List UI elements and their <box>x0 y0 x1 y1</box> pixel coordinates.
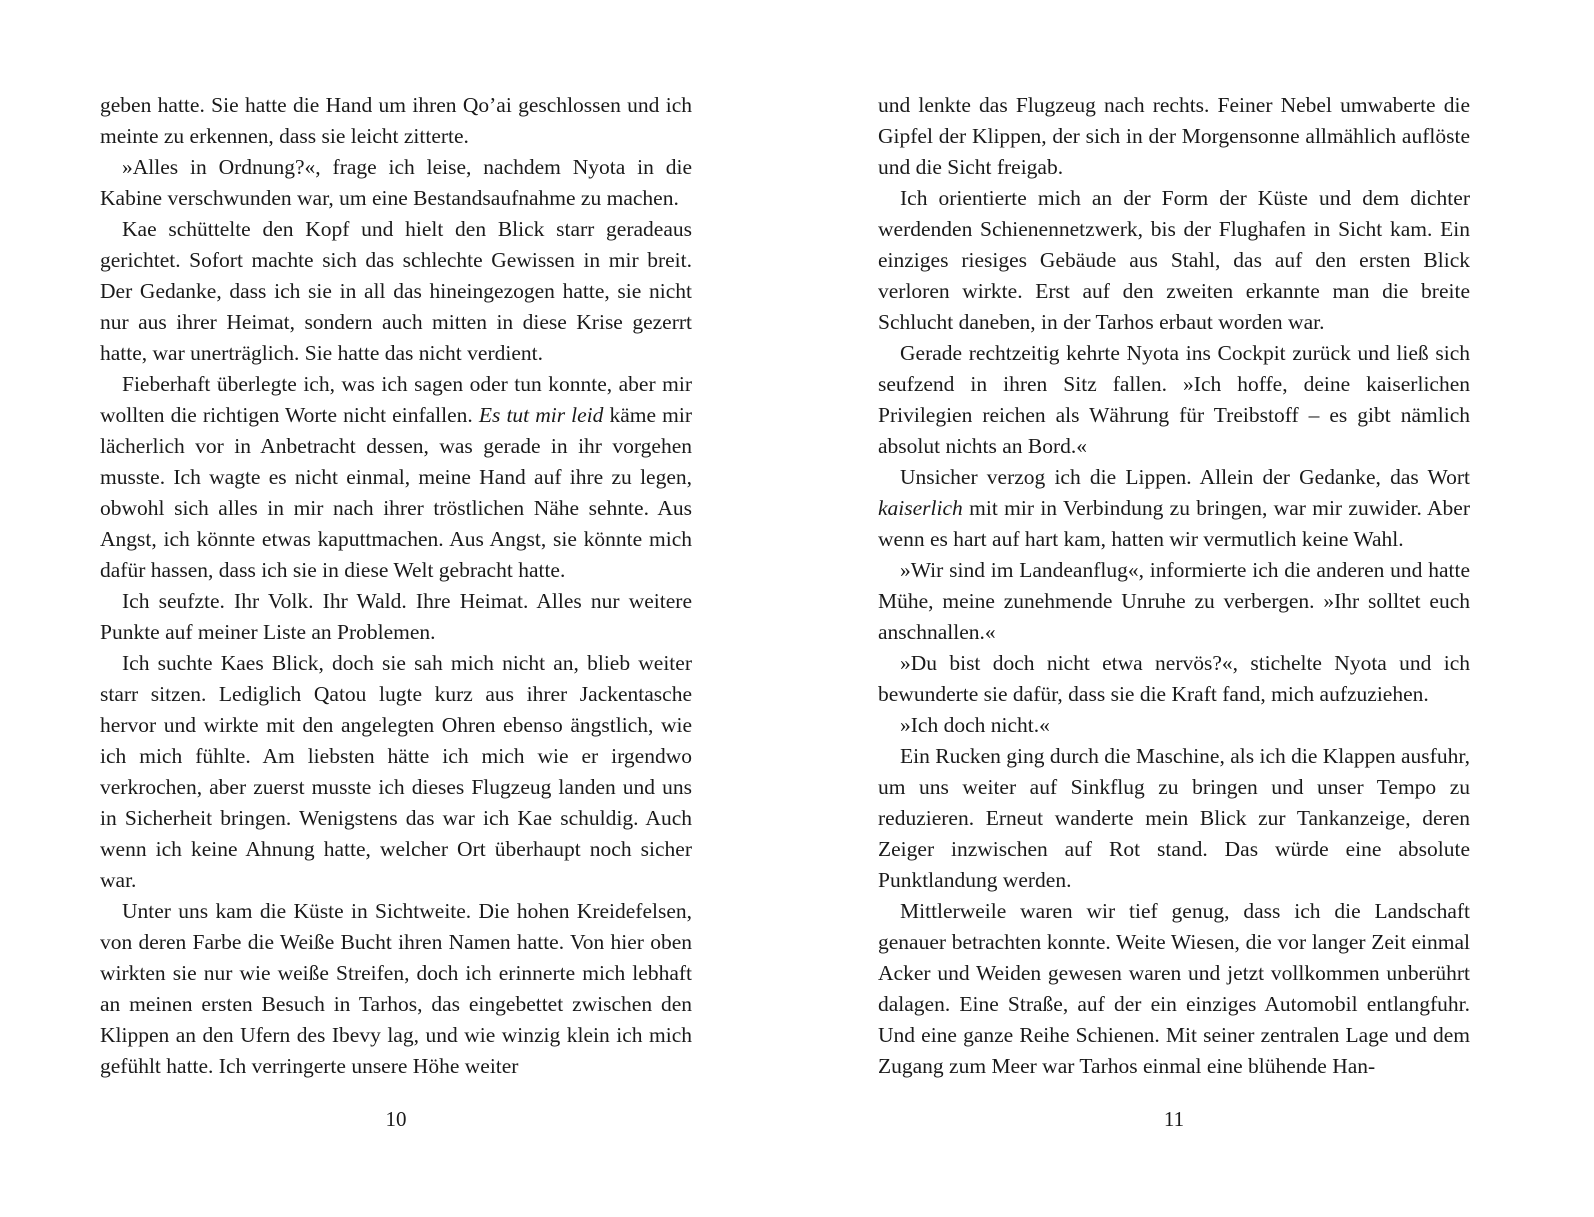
paragraph: »Du bist doch nicht etwa nervös?«, stichelte Nyota und ich bewunderte sie dafür, dass sie die Kraft fand, mich aufzuziehen. <box>878 651 1470 706</box>
left-page <box>100 90 692 1082</box>
right-page <box>878 90 1470 1082</box>
paragraph: »Ich doch nicht.« <box>900 713 1050 737</box>
paragraph: Mittlerweile waren wir tief genug, dass ich die Landschaft genauer betrachten konnte. Weite Wiesen, die vor langer Zeit einmal Acker und Weiden gewesen waren und jetzt vollkommen unberührt dalagen. Eine Straße, auf der ein einziges Automobil entlangfuhr. Und eine ganze Reihe Schienen. Mit seiner zentralen Lage und dem Zugang zum Meer war Tarhos einmal eine blühende Han- <box>878 899 1470 1078</box>
text-segment: Unsicher verzog ich die Lippen. Allein der Gedanke, das Wort <box>900 465 1470 489</box>
paragraph: Ein Rucken ging durch die Maschine, als ich die Klappen ausfuhr, um uns weiter auf Sinkflug zu bringen und unser Tempo zu reduzieren. Erneut wanderte mein Blick zur Tankanzeige, deren Zeiger inzwischen auf Rot stand. Das würde eine absolute Punktlandung werden. <box>878 744 1470 892</box>
paragraph: Gerade rechtzeitig kehrte Nyota ins Cockpit zurück und ließ sich seufzend in ihren Sitz fallen. »Ich hoffe, deine kaiserlichen Privilegien reichen als Währung für Treibstoff – es gibt nämlich absolut nichts an Bord.« <box>878 341 1470 458</box>
text-segment: käme mir lächerlich vor in Anbetracht dessen, was gerade in ihr vorgehen musste. Ich wagte es nicht einmal, meine Hand auf ihre zu legen, obwohl sich alles in mir nach ihrer tröstlichen Nähe sehnte. Aus Angst, ich könnte etwas kaputtmachen. Aus Angst, sie könnte mich dafür hassen, dass ich sie in diese Welt gebracht hatte. <box>100 403 693 582</box>
paragraph: Kae schüttelte den Kopf und hielt den Blick starr geradeaus gerichtet. Sofort machte sich das schlechte Gewissen in mir breit. Der Gedanke, dass ich sie in all das hineingezogen hatte, sie nicht nur aus ihrer Heimat, sondern auch mitten in diese Krise gezerrt hatte, war unerträglich. Sie hatte das nicht verdient. <box>100 217 692 365</box>
paragraph: und lenkte das Flugzeug nach rechts. Feiner Nebel umwaberte die Gipfel der Klippen, der sich in der Morgensonne allmählich auflöste und die Sicht freigab. <box>878 93 1470 179</box>
paragraph: Ich seufzte. Ihr Volk. Ihr Wald. Ihre Heimat. Alles nur weitere Punkte auf meiner Liste an Problemen. <box>100 589 692 644</box>
paragraph: geben hatte. Sie hatte die Hand um ihren Qo’ai geschlossen und ich meinte zu erkennen, dass sie leicht zitterte. <box>100 93 692 148</box>
paragraph <box>878 462 1470 555</box>
italic-phrase: Es tut mir leid <box>478 403 604 427</box>
text-segment: mit mir in Verbindung zu bringen, war mir zuwider. Aber wenn es hart auf hart kam, hatten wir vermutlich keine Wahl. <box>878 496 1470 551</box>
text-segment: Fieberhaft überlegte ich, was ich sagen oder tun konnte, aber mir wollten die richtigen Worte nicht einfallen. <box>100 372 692 427</box>
paragraph: »Alles in Ordnung?«, frage ich leise, nachdem Nyota in die Kabine verschwunden war, um eine Bestandsaufnahme zu machen. <box>100 155 692 210</box>
italic-phrase: kaiserlich <box>878 496 963 520</box>
page-number-right: 11 <box>1163 1107 1185 1131</box>
page-number-left: 10 <box>385 1107 407 1131</box>
paragraph <box>100 369 692 586</box>
paragraph: Ich suchte Kaes Blick, doch sie sah mich nicht an, blieb weiter starr sitzen. Lediglich Qatou lugte kurz aus ihrer Jackentasche hervor und wirkte mit den angelegten Ohren ebenso ängstlich, wie ich mich fühlte. Am liebsten hätte ich mich wie er irgendwo verkrochen, aber zuerst musste ich dieses Flugzeug landen und uns in Sicherheit bringen. Wenigstens das war ich Kae schuldig. Auch wenn ich keine Ahnung hatte, welcher Ort überhaupt noch sicher war. <box>100 651 692 892</box>
paragraph: Unter uns kam die Küste in Sichtweite. Die hohen Kreidefelsen, von deren Farbe die Weiße Bucht ihren Namen hatte. Von hier oben wirkten sie nur wie weiße Streifen, doch ich erinnerte mich lebhaft an meinen ersten Besuch in Tarhos, das eingebettet zwischen den Klippen an den Ufern des Ibevy lag, und wie winzig klein ich mich gefühlt hatte. Ich verringerte unsere Höhe weiter <box>100 899 692 1078</box>
paragraph: »Wir sind im Landeanflug«, informierte ich die anderen und hatte Mühe, meine zunehmende Unruhe zu verbergen. »Ihr solltet euch anschnallen.« <box>878 558 1470 644</box>
paragraph: Ich orientierte mich an der Form der Küste und dem dichter werdenden Schienennetzwerk, bis der Flughafen in Sicht kam. Ein einziges riesiges Gebäude aus Stahl, das auf den ersten Blick verloren wirkte. Erst auf den zweiten erkannte man die breite Schlucht daneben, in der Tarhos erbaut worden war. <box>878 186 1470 334</box>
